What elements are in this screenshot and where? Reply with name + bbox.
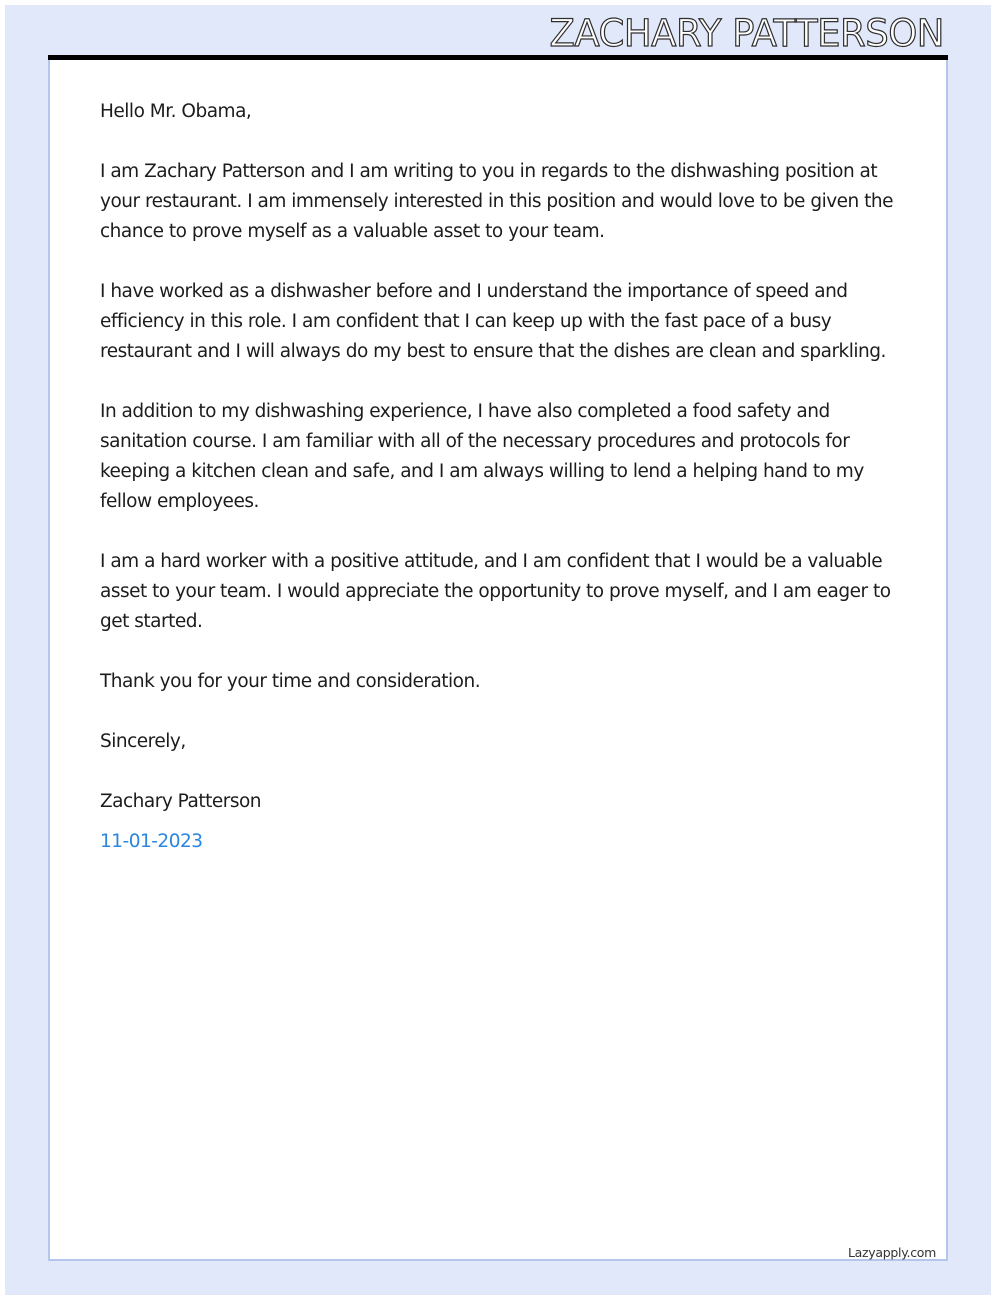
letter-paragraph: I have worked as a dishwasher before and I understand the importance of speed and efficiency in this role. I am confident that I can keep up with the fast pace of a busy restaurant and I will always do my best to ensure that the dishes are clean and sparkling.: [100, 281, 886, 362]
letter-paragraph: I am Zachary Patterson and I am writing to you in regards to the dishwashing position at your restaurant. I am immensely interested in this position and would love to be given the chance to prove myself as a valuable asset to your team.: [100, 161, 894, 242]
applicant-name-header: ZACHARY PATTERSON: [549, 12, 944, 55]
letter-paragraph: Thank you for your time and consideration.: [100, 671, 481, 692]
letter-greeting: Hello Mr. Obama,: [100, 101, 252, 122]
letter-closing: Sincerely,: [100, 731, 186, 752]
letter-paragraph: I am a hard worker with a positive attitude, and I am confident that I would be a valuable asset to your team. I would appreciate the opportunity to prove myself, and I am eager to get started.: [100, 551, 891, 632]
letter-body: [100, 97, 900, 887]
letter-signature: Zachary Patterson: [100, 791, 262, 812]
letter-date: 11-01-2023: [100, 831, 203, 852]
footer-brand: Lazyapply.com: [848, 1245, 936, 1260]
letter-paragraph: In addition to my dishwashing experience, I have also completed a food safety and sanitation course. I am familiar with all of the necessary procedures and protocols for keeping a kitchen clean and safe, and I am always willing to lend a helping hand to my fellow employees.: [100, 401, 864, 512]
